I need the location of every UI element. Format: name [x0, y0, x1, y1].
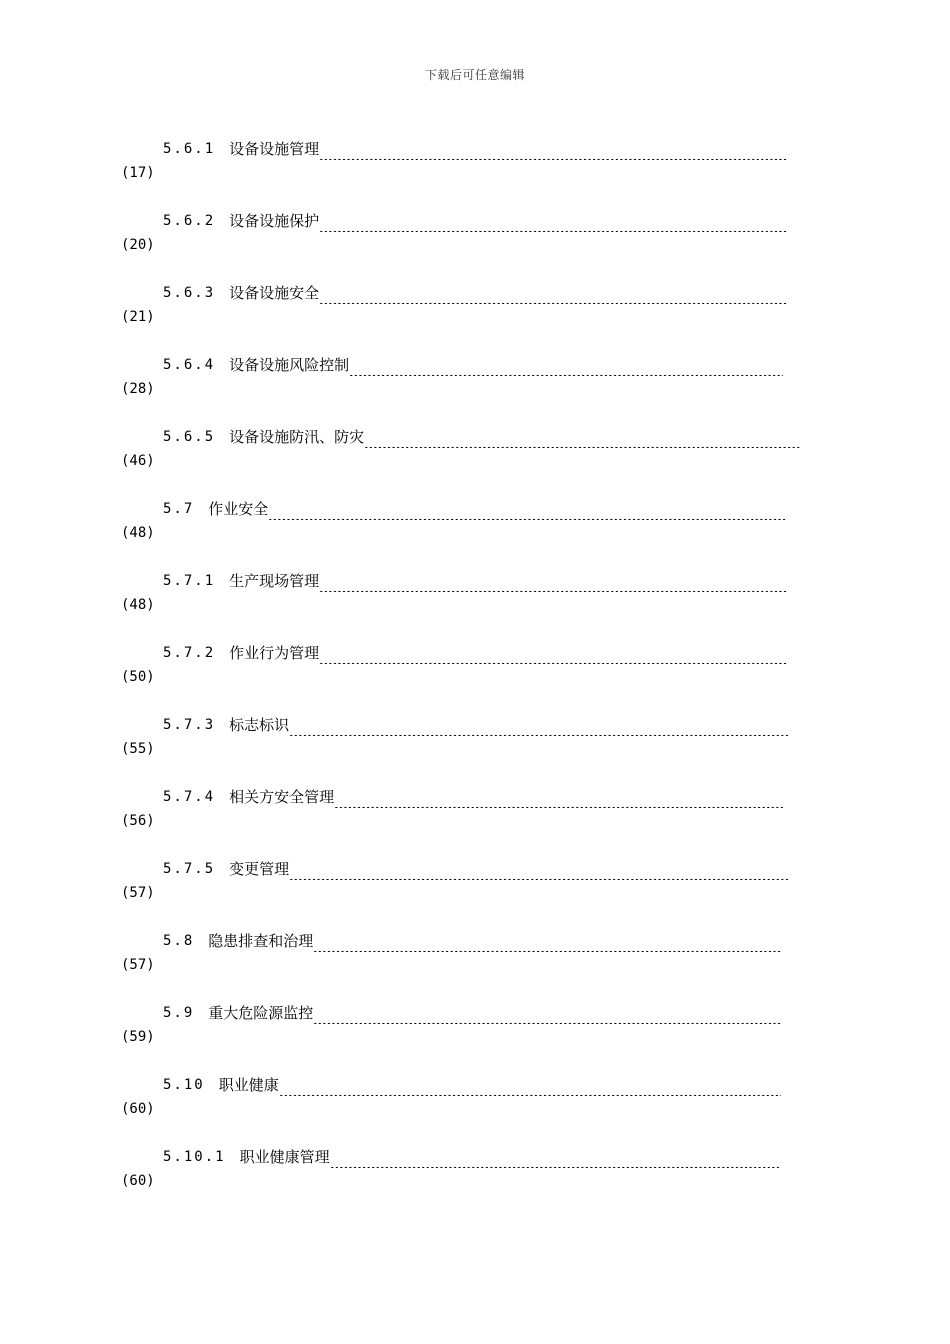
dot-leader: [319, 282, 787, 304]
page-number: (48): [121, 597, 155, 613]
section-title: 设备设施管理: [229, 140, 320, 158]
section-title: 设备设施防汛、防灾: [229, 428, 365, 446]
dot-leader: [313, 1002, 781, 1024]
section-title: 设备设施风险控制: [229, 356, 350, 374]
toc-entry-line: [163, 282, 787, 304]
toc-entry-line: [163, 498, 786, 520]
section-title: 标志标识: [229, 716, 290, 734]
section-number: 5.10: [163, 1077, 205, 1093]
page-number: (59): [121, 1029, 155, 1045]
toc-entry-line: [163, 1002, 781, 1024]
section-number: 5.6.2: [163, 213, 216, 229]
dot-leader: [319, 138, 787, 160]
section-number: 5.6.4: [163, 357, 216, 373]
toc-entry[interactable]: [0, 138, 950, 186]
toc-entry-line: [163, 930, 781, 952]
dot-leader: [319, 642, 787, 664]
section-title: 设备设施保护: [229, 212, 320, 230]
toc-entry-line: [163, 1146, 780, 1168]
toc-entry[interactable]: [0, 714, 950, 762]
toc-entry[interactable]: [0, 570, 950, 618]
page-number: (21): [121, 309, 155, 325]
section-number: 5.7: [163, 501, 195, 517]
dot-leader: [330, 1146, 780, 1168]
page-number: (20): [121, 237, 155, 253]
section-title: 生产现场管理: [229, 572, 320, 590]
section-number: 5.8: [163, 933, 195, 949]
toc-entry-line: [163, 354, 783, 376]
toc-entry[interactable]: [0, 426, 950, 474]
section-title: 变更管理: [229, 860, 290, 878]
section-title: 设备设施安全: [229, 284, 320, 302]
toc-entry-line: [163, 138, 787, 160]
toc-entry[interactable]: [0, 858, 950, 906]
dot-leader: [334, 786, 784, 808]
section-title: 职业健康管理: [239, 1148, 330, 1166]
section-title: 重大危险源监控: [208, 1004, 314, 1022]
dot-leader: [268, 498, 786, 520]
toc-entry-line: [163, 786, 784, 808]
section-title: 相关方安全管理: [229, 788, 335, 806]
toc-entry[interactable]: [0, 642, 950, 690]
toc-entry[interactable]: [0, 210, 950, 258]
section-title: 作业安全: [208, 500, 269, 518]
toc-entry[interactable]: [0, 282, 950, 330]
page-number: (46): [121, 453, 155, 469]
section-number: 5.6.1: [163, 141, 216, 157]
page-number: (56): [121, 813, 155, 829]
dot-leader: [289, 858, 789, 880]
section-number: 5.7.3: [163, 717, 216, 733]
dot-leader: [319, 210, 787, 232]
dot-leader: [319, 570, 787, 592]
section-number: 5.7.5: [163, 861, 216, 877]
toc-entry[interactable]: [0, 930, 950, 978]
toc-entry[interactable]: [0, 354, 950, 402]
toc-entry-line: [163, 210, 787, 232]
page-number: (60): [121, 1173, 155, 1189]
page-number: (48): [121, 525, 155, 541]
dot-leader: [279, 1074, 781, 1096]
toc-entry-line: [163, 858, 789, 880]
toc-entry[interactable]: [0, 1146, 950, 1194]
toc-entry-line: [163, 714, 789, 736]
dot-leader: [313, 930, 781, 952]
page-number: (17): [121, 165, 155, 181]
page-number: (57): [121, 885, 155, 901]
section-number: 5.10.1: [163, 1149, 226, 1165]
section-title: 职业健康: [218, 1076, 279, 1094]
toc-entry-line: [163, 426, 800, 448]
toc-entry-line: [163, 642, 787, 664]
toc-entry[interactable]: [0, 498, 950, 546]
section-number: 5.9: [163, 1005, 195, 1021]
page-number: (55): [121, 741, 155, 757]
section-number: 5.7.1: [163, 573, 216, 589]
toc-entry-line: [163, 1074, 781, 1096]
section-number: 5.7.2: [163, 645, 216, 661]
section-title: 作业行为管理: [229, 644, 320, 662]
page-number: (57): [121, 957, 155, 973]
dot-leader: [349, 354, 783, 376]
section-title: 隐患排查和治理: [208, 932, 314, 950]
section-number: 5.6.3: [163, 285, 216, 301]
page-number: (50): [121, 669, 155, 685]
toc-entry[interactable]: [0, 786, 950, 834]
dot-leader: [364, 426, 800, 448]
page-header: 下载后可任意编辑: [424, 68, 525, 82]
toc-entry[interactable]: [0, 1002, 950, 1050]
section-number: 5.7.4: [163, 789, 216, 805]
dot-leader: [289, 714, 789, 736]
toc-entry-line: [163, 570, 787, 592]
section-number: 5.6.5: [163, 429, 216, 445]
toc-entry[interactable]: [0, 1074, 950, 1122]
page-number: (60): [121, 1101, 155, 1117]
page-number: (28): [121, 381, 155, 397]
